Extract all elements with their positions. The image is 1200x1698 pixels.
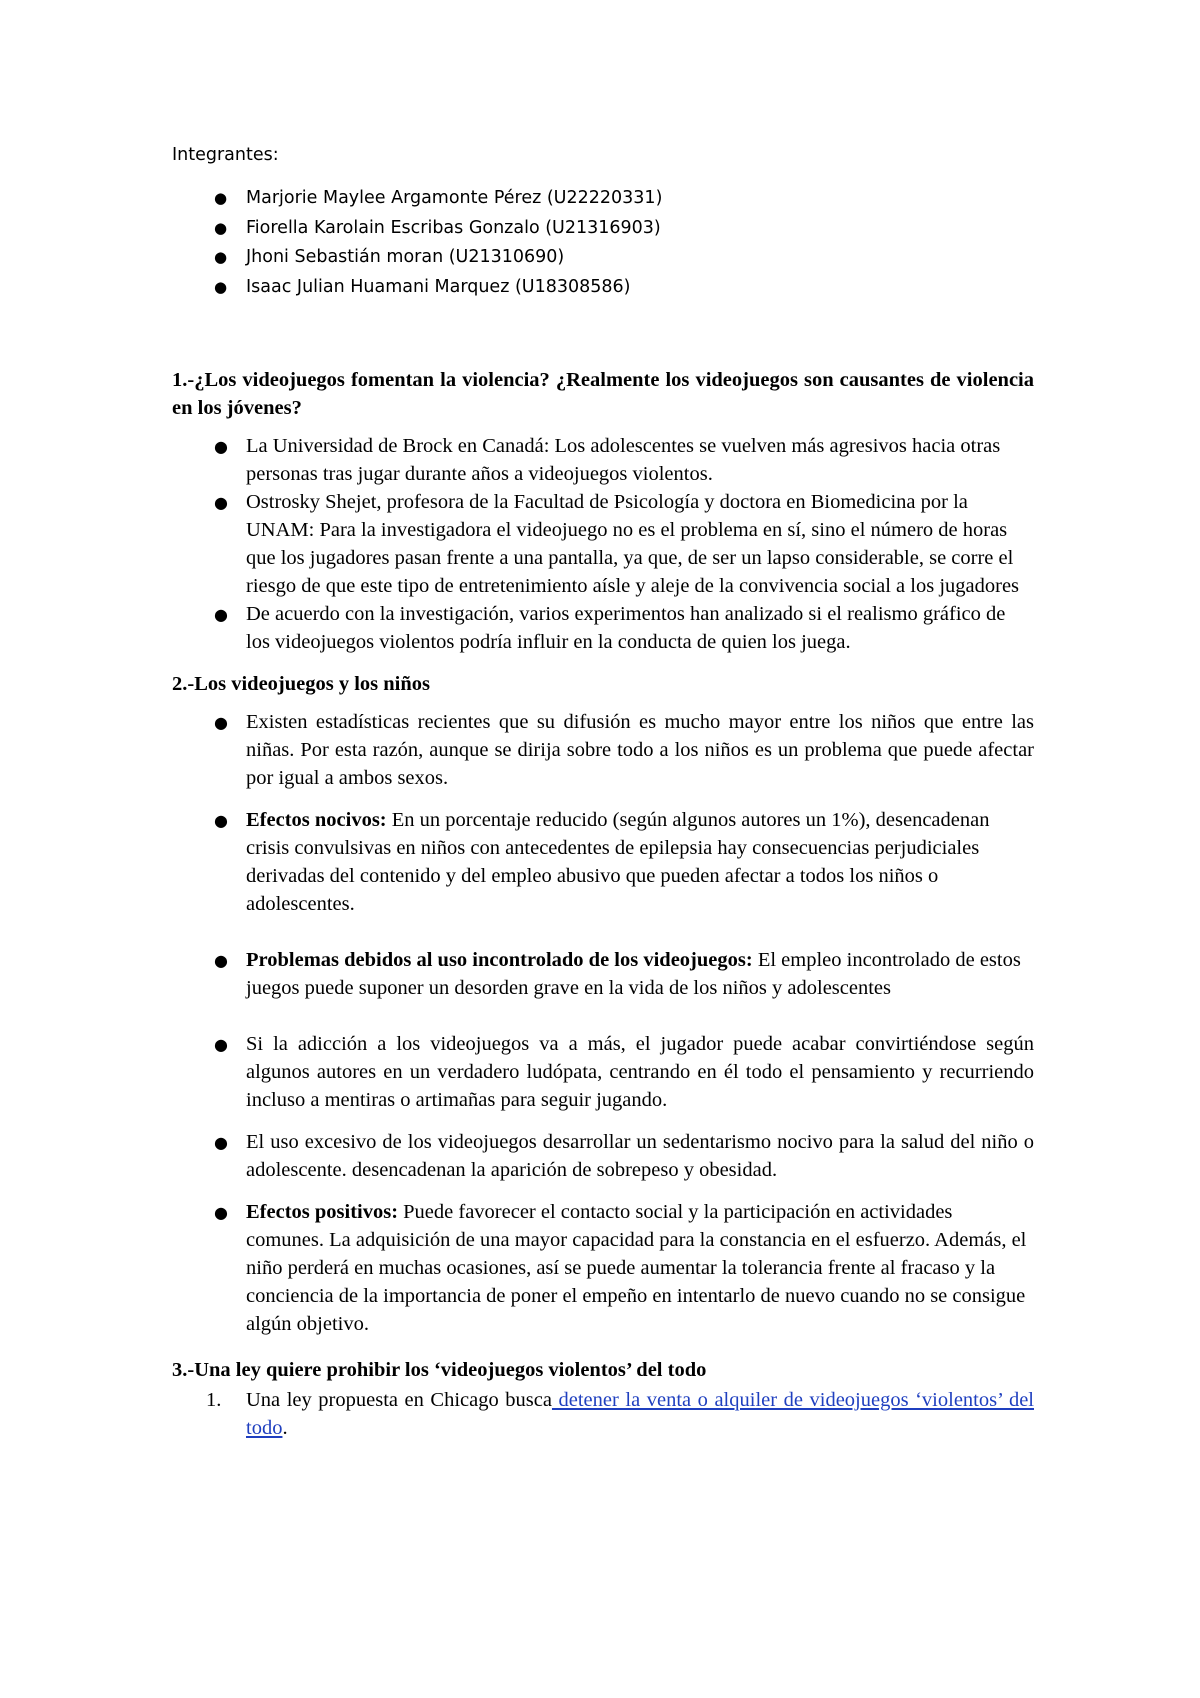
list-item-text: Si la adicción a los videojuegos va a más, el jugador puede acabar convirtiéndose según algunos autores en un verdadero ludópata, centrando en él todo el pensamiento y recurriendo incluso a mentiras o artimañas para seguir jugando. <box>246 1033 1034 1111</box>
list-item-text: Puede favorecer el contacto social y la participación en actividades comunes. La adquisición de una mayor capacidad para la constancia en el esfuerzo. Además, el niño perderá en muchas ocasiones, así se puede aumentar la tolerancia frente al fracaso y la conciencia de la importancia de poner el empeño en intentarlo de nuevo cuando no se consigue algún objetivo. <box>246 1201 1027 1335</box>
section1-heading: 1.-¿Los videojuegos fomentan la violencia? ¿Realmente los videojuegos son causantes de violencia en los jóvenes? <box>172 369 1034 419</box>
list-item <box>172 1128 1034 1184</box>
list-item-end: . <box>282 1417 288 1439</box>
member-name: Isaac Julian Huamani Marquez (U18308586) <box>246 276 631 297</box>
bullet-icon: ● <box>214 811 228 830</box>
list-item <box>172 1198 1034 1338</box>
list-item-bold: Efectos positivos: <box>246 1201 399 1223</box>
bullet-icon: ● <box>214 951 228 970</box>
list-item-text: Una ley propuesta en Chicago busca <box>246 1389 552 1411</box>
bullet-icon: ● <box>214 248 228 266</box>
member-item <box>172 184 1034 214</box>
bullet-icon: ● <box>214 1133 228 1152</box>
bullet-icon: ● <box>214 605 228 624</box>
section2-list <box>172 708 1034 1338</box>
member-item <box>172 214 1034 244</box>
bullet-icon: ● <box>214 1203 228 1222</box>
bullet-icon: ● <box>214 493 228 512</box>
list-item <box>172 488 1034 600</box>
list-item <box>172 432 1034 488</box>
bullet-icon: ● <box>214 713 228 732</box>
list-item-text: Ostrosky Shejet, profesora de la Facultad de Psicología y doctora en Biomedicina por la UNAM: Para la investigadora el videojuego no es el problema en sí, sino el número de horas que los jugadores pasan frente a una pantalla, ya que, de ser un lapso considerable, se corre el riesgo de que este tipo de entretenimiento aísle y aleje de la convivencia social a los jugadores <box>246 491 1020 597</box>
list-item <box>172 946 1034 1002</box>
list-item <box>172 1386 1034 1442</box>
section3-heading: 3.-Una ley quiere prohibir los ‘videojuegos violentos’ del todo <box>172 1359 707 1381</box>
list-number: 1. <box>206 1389 222 1411</box>
list-item <box>172 708 1034 792</box>
list-item-bold: Problemas debidos al uso incontrolado de los videojuegos: <box>246 949 753 971</box>
list-item-text: De acuerdo con la investigación, varios experimentos han analizado si el realismo gráfico de los videojuegos violentos podría influir en la conducta de quien los juega. <box>246 603 1006 653</box>
member-item <box>172 273 1034 303</box>
list-item <box>172 1030 1034 1114</box>
member-item <box>172 243 1034 273</box>
law-link[interactable]: detener la venta o alquiler de videojuegos ‘violentos’ del todo <box>246 1389 1034 1439</box>
bullet-icon: ● <box>214 189 228 207</box>
section1-list <box>172 432 1034 656</box>
bullet-icon: ● <box>214 1035 228 1054</box>
members-label: Integrantes: <box>172 145 279 165</box>
list-item <box>172 806 1034 918</box>
list-item-text: El uso excesivo de los videojuegos desarrollar un sedentarismo nocivo para la salud del niño o adolescente. desencadenan la aparición de sobrepeso y obesidad. <box>246 1131 1034 1181</box>
list-item-text: En un porcentaje reducido (según algunos autores un 1%), desencadenan crisis convulsivas en niños con antecedentes de epilepsia hay consecuencias perjudiciales derivadas del contenido y del empleo abusivo que pueden afectar a todos los niños o adolescentes. <box>246 809 990 915</box>
section3-list <box>172 1386 1034 1442</box>
list-item <box>172 600 1034 656</box>
list-item-text: Existen estadísticas recientes que su difusión es mucho mayor entre los niños que entre las niñas. Por esta razón, aunque se dirija sobre todo a los niños es un problema que puede afectar por igual a ambos sexos. <box>246 711 1034 789</box>
bullet-icon: ● <box>214 218 228 237</box>
member-name: Jhoni Sebastián moran (U21310690) <box>246 247 565 267</box>
member-name: Fiorella Karolain Escribas Gonzalo (U21316903) <box>246 217 661 238</box>
list-item-bold: Efectos nocivos: <box>246 809 387 831</box>
list-item-text: El empleo incontrolado de estos juegos puede suponer un desorden grave en la vida de los niños y adolescentes <box>246 949 1021 999</box>
list-item-text: La Universidad de Brock en Canadá: Los adolescentes se vuelven más agresivos hacia otras personas tras jugar durante años a videojuegos violentos. <box>246 435 1001 485</box>
bullet-icon: ● <box>214 437 228 456</box>
bullet-icon: ● <box>214 277 228 296</box>
document-body <box>172 144 1034 1442</box>
members-list <box>172 184 1034 302</box>
member-name: Marjorie Maylee Argamonte Pérez (U22220331) <box>246 188 663 208</box>
section2-heading: 2.-Los videojuegos y los niños <box>172 673 431 695</box>
